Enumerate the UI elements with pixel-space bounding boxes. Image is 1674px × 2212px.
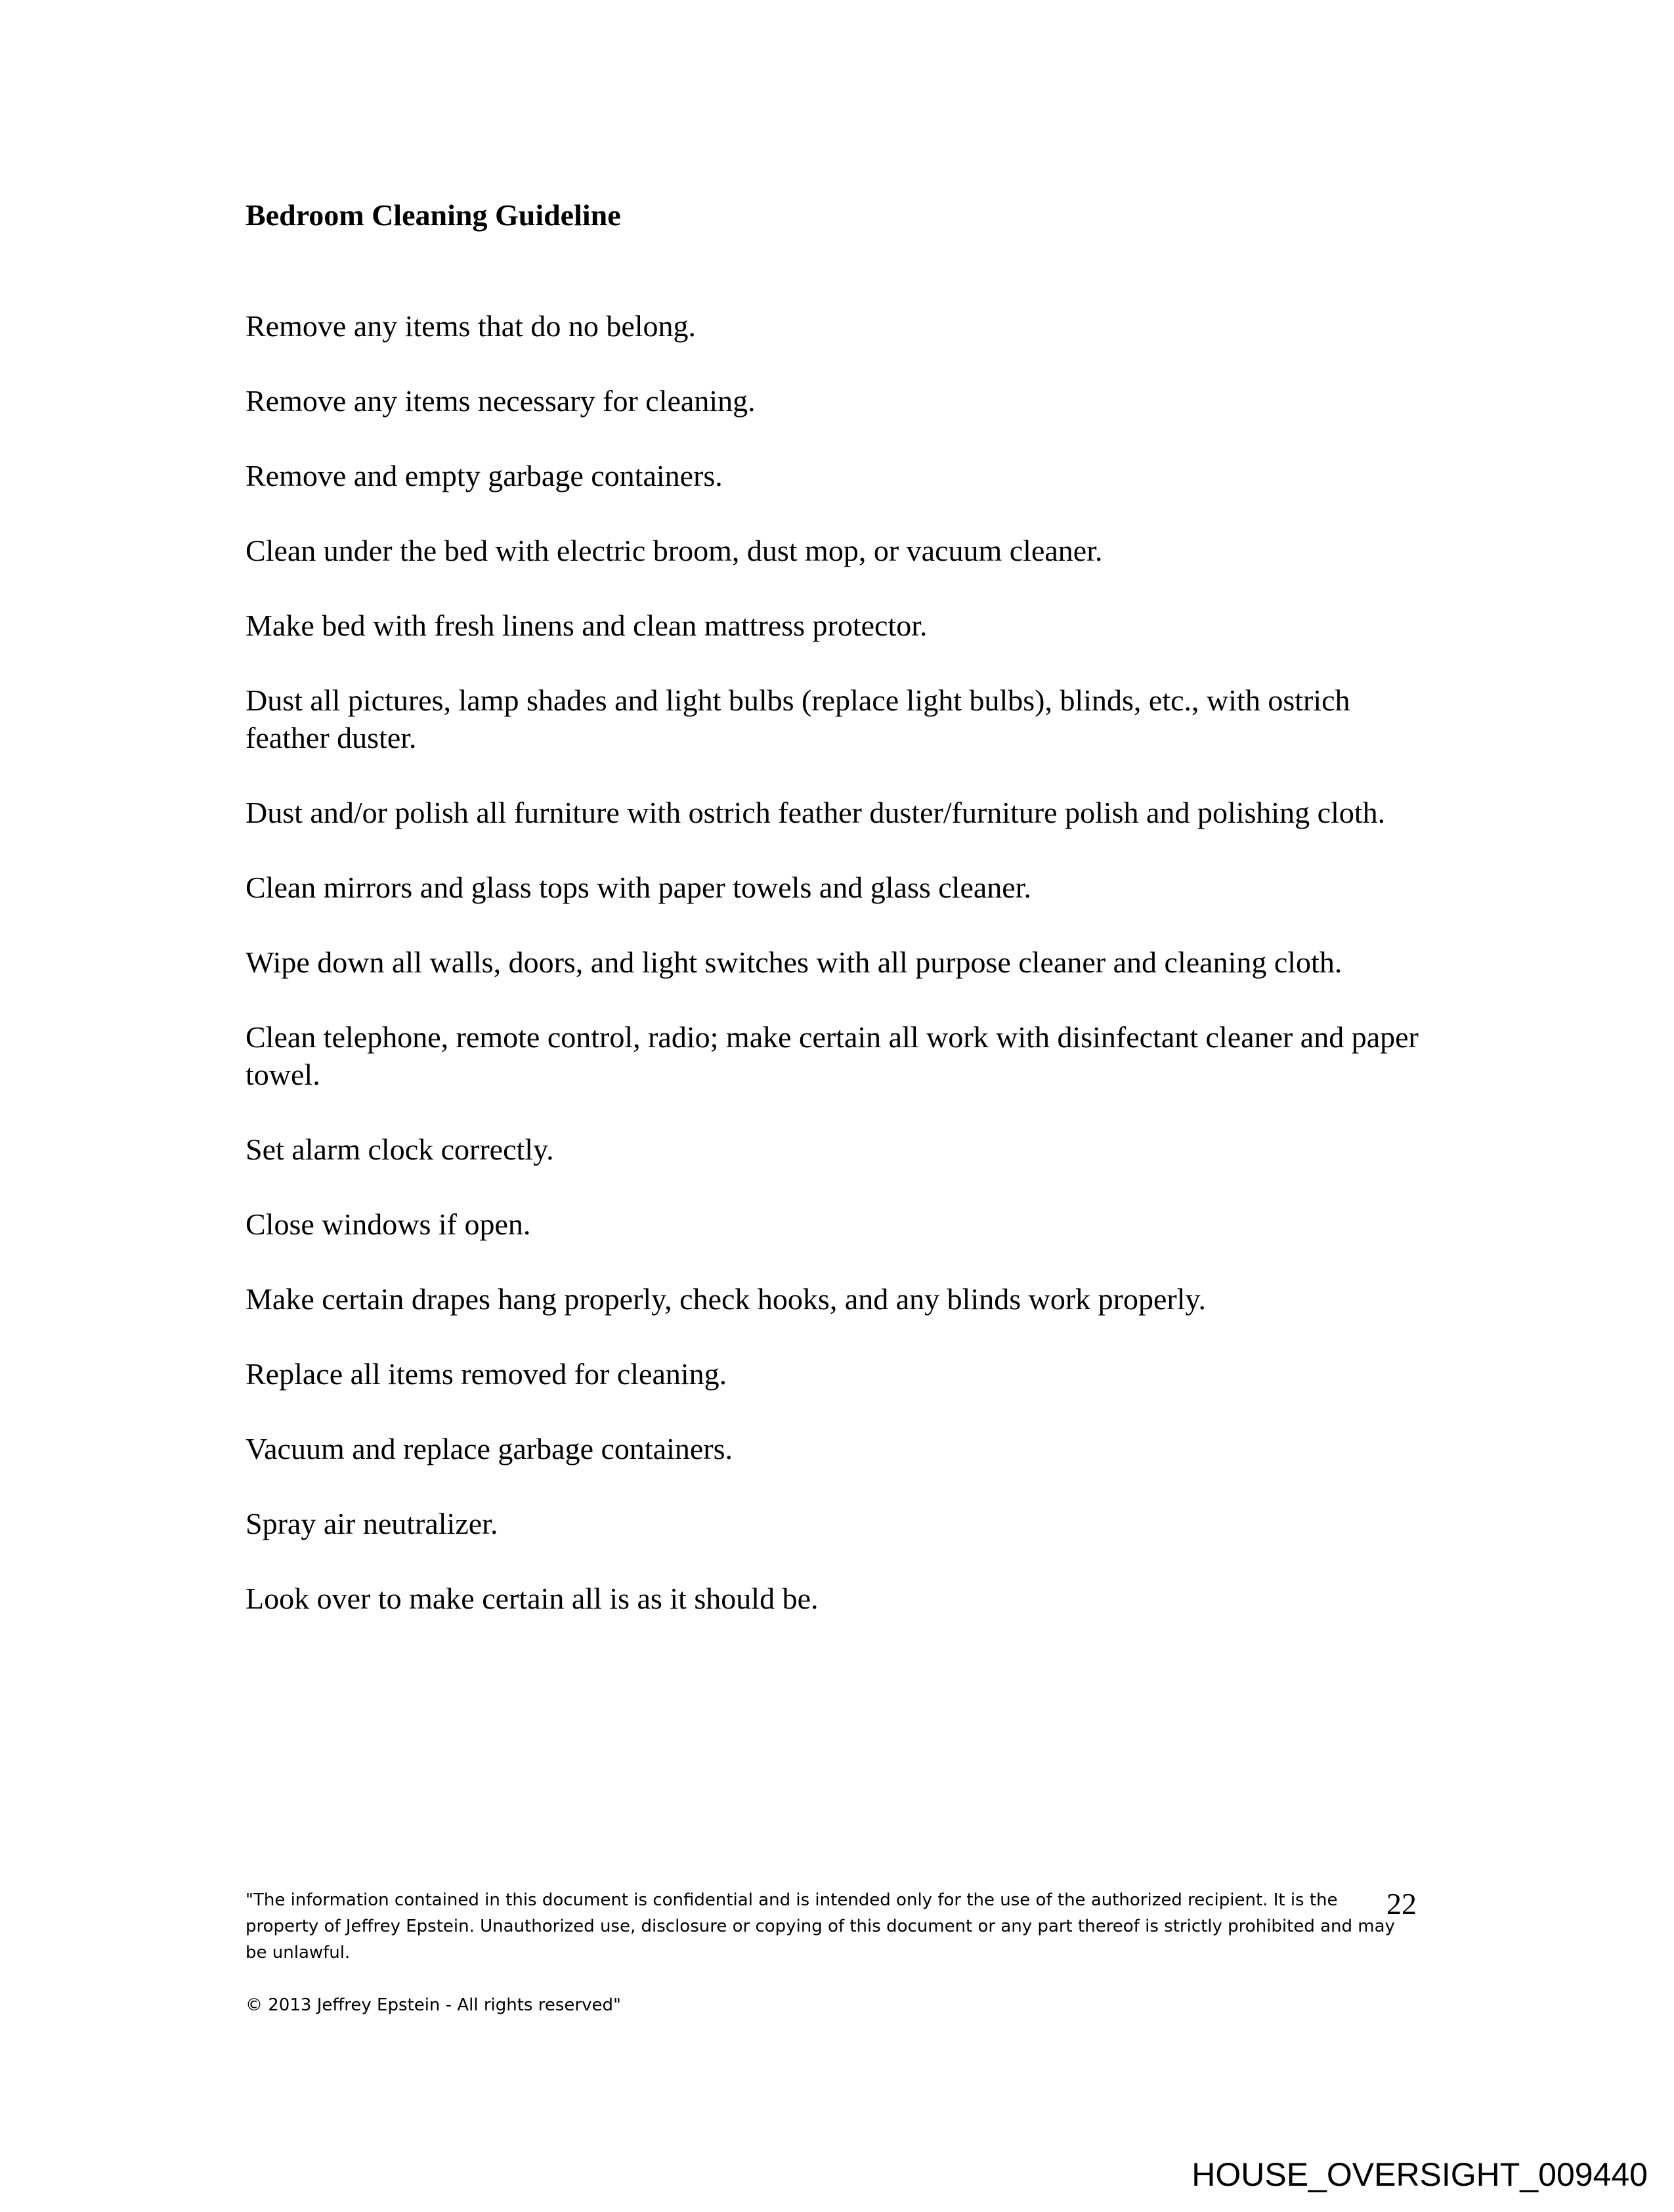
cleaning-step: Remove and empty garbage containers. (246, 459, 723, 492)
cleaning-step: Remove any items that do no belong. (246, 309, 697, 343)
cleaning-step: Clean mirrors and glass tops with paper towels and glass cleaner. (246, 871, 1031, 904)
cleaning-steps-list (246, 307, 1421, 1655)
cleaning-step: Set alarm clock correctly. (246, 1133, 554, 1166)
page-footer (246, 1887, 1401, 2018)
cleaning-step: Look over to make certain all is as it should be. (246, 1582, 819, 1615)
cleaning-step: Spray air neutralizer. (246, 1507, 498, 1540)
cleaning-step: Clean under the bed with electric broom, dust mop, or vacuum cleaner. (246, 534, 1103, 567)
cleaning-step: Clean telephone, remote control, radio; make certain all work with disinfectant cleaner and paper towel. (246, 1020, 1419, 1091)
cleaning-step: Close windows if open. (246, 1207, 531, 1241)
cleaning-step: Dust and/or polish all furniture with ostrich feather duster/furniture polish and polishing cloth. (246, 796, 1386, 829)
cleaning-step: Make certain drapes hang properly, check hooks, and any blinds work properly. (246, 1282, 1207, 1316)
copyright-notice: © 2013 Jeffrey Epstein - All rights reserved" (246, 1995, 621, 2015)
cleaning-step: Dust all pictures, lamp shades and light bulbs (replace light bulbs), blinds, etc., with ostrich feather duster. (246, 683, 1350, 754)
cleaning-step: Wipe down all walls, doors, and light switches with all purpose cleaner and cleaning cloth. (246, 945, 1342, 979)
cleaning-step: Replace all items removed for cleaning. (246, 1357, 727, 1391)
cleaning-step: Make bed with fresh linens and clean mattress protector. (246, 609, 928, 642)
bates-stamp: HOUSE_OVERSIGHT_009440 (1191, 2156, 1648, 2193)
confidentiality-notice: "The information contained in this document is confidential and is intended only for the use of the authorized recipient. It is the property of Jeffrey Epstein. Unauthorized use, disclosure or copying of this document or any part thereof is strictly prohibited and may be unlawful. (246, 1890, 1395, 1963)
cleaning-step: Vacuum and replace garbage containers. (246, 1432, 733, 1465)
page-number: 22 (1386, 1887, 1417, 1920)
cleaning-step: Remove any items necessary for cleaning. (246, 384, 756, 418)
document-title: Bedroom Cleaning Guideline (246, 198, 621, 232)
